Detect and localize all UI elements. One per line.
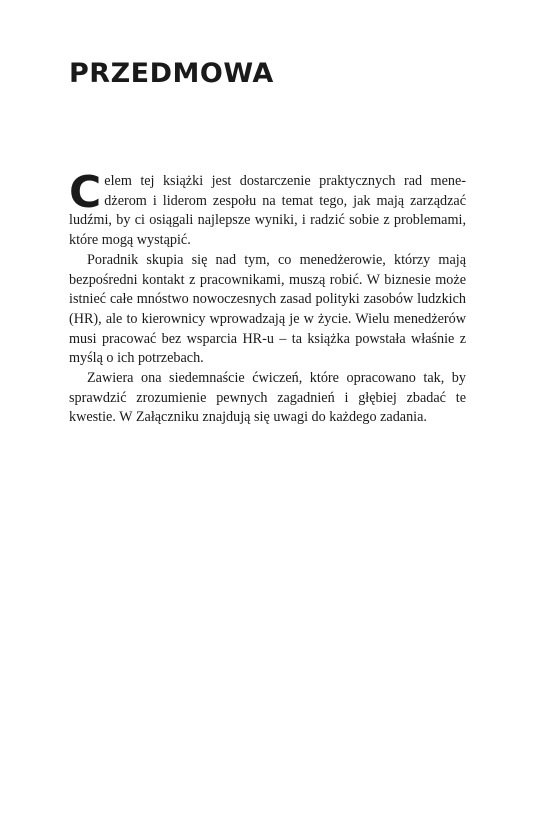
paragraph-2 [69, 251, 466, 369]
paragraph-1-text: elem tej książki jest dostarczenie praktycznych rad menedżerom i liderom zespołu na temat tego, jak mają zarządzać ludźmi, by ci osiągali najlepsze wyniki, i radzić sobie z problemami, które mogą wystąpić. [69, 173, 466, 249]
paragraph-3 [69, 369, 466, 428]
chapter-title: PRZEDMOWA [69, 58, 274, 89]
drop-cap: C [69, 167, 102, 218]
paragraph-2-text: Poradnik skupia się nad tym, co menedżerowie, którzy mają bezpośredni kontakt z pracownikami, muszą robić. W biznesie może istnieć całe mnóstwo nowoczesnych zasad polityki zasobów ludzkich (HR), ale to kierownicy wprowadzają je w życie. Wielu menedżerów musi pracować bez wsparcia HR-u – ta książka powstała właśnie z myślą o ich potrzebach. [69, 251, 466, 367]
paragraph-1 [69, 167, 466, 251]
paragraph-3-text: Zawiera ona siedemnaście ćwiczeń, które opracowano tak, by sprawdzić zrozumienie pewnych zagadnień i głębiej zbadać te kwestie. W Załączniku znajdują się uwagi do każdego zadania. [69, 370, 466, 426]
preface-body [69, 167, 466, 428]
